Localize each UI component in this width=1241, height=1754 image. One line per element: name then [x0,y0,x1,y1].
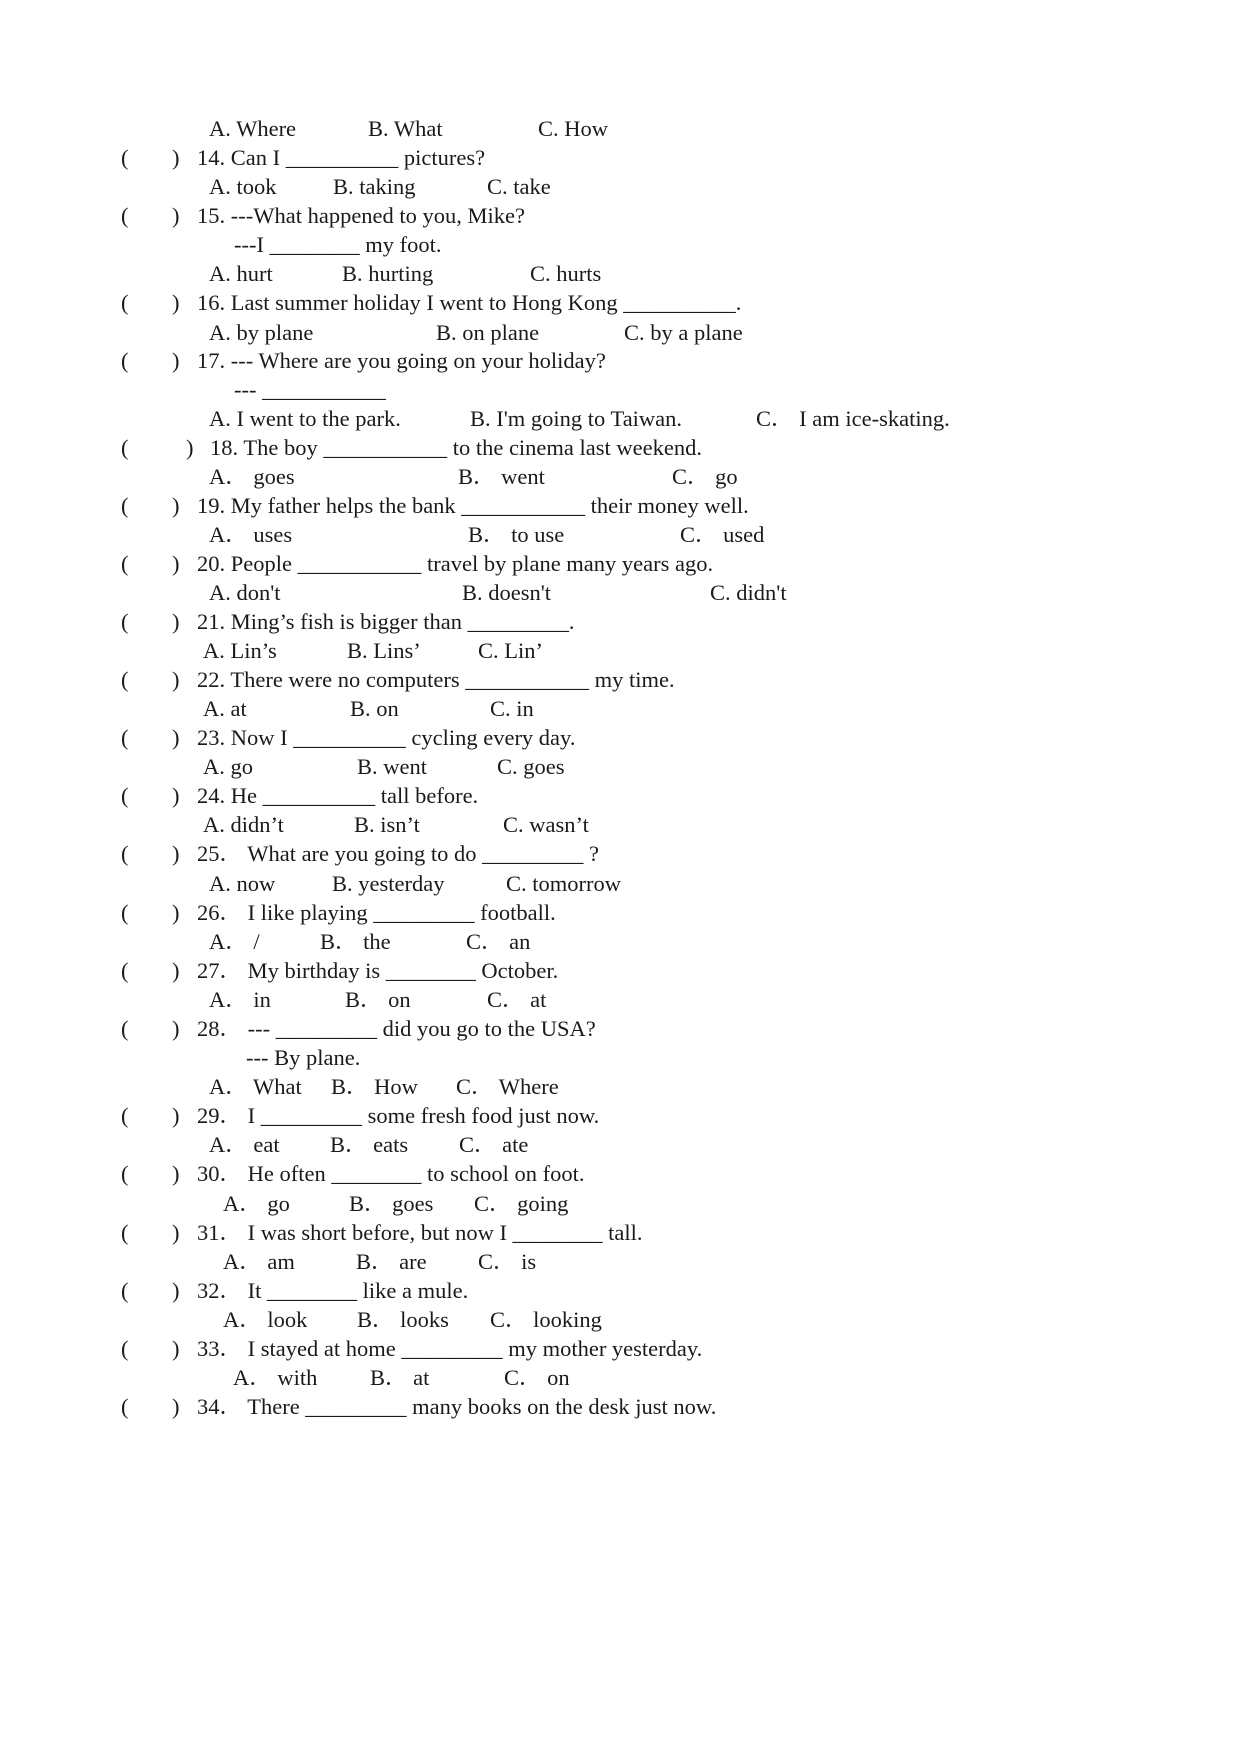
answer-option: C． looking [490,1307,602,1332]
question-text: 31． I was short before, but now I ________ tall. [197,1220,643,1245]
answer-paren-close: ) [172,841,180,866]
answer-paren-open: ( [121,435,129,460]
answer-paren-close: ) [172,551,180,576]
answer-option: A. I went to the park. [209,406,401,431]
answer-option: A． / [209,929,260,954]
answer-option: B． looks [357,1307,449,1332]
answer-paren-close: ) [172,609,180,634]
answer-paren-close: ) [172,145,180,170]
answer-paren-close: ) [172,783,180,808]
answer-paren-open: ( [121,145,129,170]
answer-option: A. by plane [209,320,314,345]
answer-option: A． eat [209,1132,280,1157]
question-text: 15. ---What happened to you, Mike? [197,203,526,228]
answer-paren-open: ( [121,841,129,866]
answer-option: B． the [320,929,391,954]
answer-option: C． I am ice-skating. [756,406,950,431]
question-text: 26． I like playing _________ football. [197,900,556,925]
question-text: 19. My father helps the bank ___________ their money well. [197,493,749,518]
answer-option: C. goes [497,754,565,779]
answer-option: A． What [209,1074,302,1099]
question-continuation: --- By plane. [246,1045,361,1070]
question-text: 24. He __________ tall before. [197,783,479,808]
question-text: 30． He often ________ to school on foot. [197,1161,585,1186]
answer-paren-close: ) [172,900,180,925]
answer-option: B. on [350,696,399,721]
answer-paren-close: ) [172,725,180,750]
answer-option: B. Lins’ [347,638,421,663]
answer-option: C. Lin’ [478,638,543,663]
answer-option: B. isn’t [354,812,420,837]
answer-option: A. at [203,696,247,721]
answer-option: B. doesn't [462,580,552,605]
answer-paren-close: ) [172,493,180,518]
answer-paren-open: ( [121,609,129,634]
answer-paren-close: ) [172,1103,180,1128]
answer-option: B. yesterday [332,871,445,896]
answer-option: A． go [223,1191,290,1216]
answer-option: C． used [680,522,765,547]
question-text: 20. People ___________ travel by plane many years ago. [197,551,714,576]
question-text: 16. Last summer holiday I went to Hong Kong __________. [197,290,742,315]
answer-option: B． went [458,464,545,489]
answer-option: B. What [368,116,443,141]
answer-option: C. didn't [710,580,787,605]
answer-paren-open: ( [121,958,129,983]
answer-paren-close: ) [186,435,194,460]
answer-paren-close: ) [172,1016,180,1041]
question-text: 18. The boy ___________ to the cinema last weekend. [210,435,702,460]
answer-paren-close: ) [172,1161,180,1186]
answer-option: C. How [538,116,609,141]
answer-paren-open: ( [121,290,129,315]
question-text: 25． What are you going to do _________ ? [197,841,600,866]
answer-option: B． eats [330,1132,409,1157]
answer-paren-open: ( [121,1394,129,1419]
question-text: 22. There were no computers ___________ my time. [197,667,675,692]
answer-paren-close: ) [172,958,180,983]
answer-paren-close: ) [172,1220,180,1245]
answer-option: B. hurting [342,261,434,286]
answer-paren-close: ) [172,667,180,692]
answer-option: A． look [223,1307,308,1332]
answer-option: C. hurts [530,261,602,286]
answer-option: C. in [490,696,534,721]
answer-option: B. I'm going to Taiwan. [470,406,683,431]
answer-paren-close: ) [172,1336,180,1361]
question-text: 17. --- Where are you going on your holiday? [197,348,606,373]
question-text: 23. Now I __________ cycling every day. [197,725,576,750]
answer-option: A． goes [209,464,295,489]
answer-option: B. taking [333,174,416,199]
question-text: 21. Ming’s fish is bigger than _________. [197,609,575,634]
answer-option: C. by a plane [624,320,743,345]
question-text: 33． I stayed at home _________ my mother yesterday. [197,1336,703,1361]
answer-option: C． at [487,987,547,1012]
question-text: 28． --- _________ did you go to the USA? [197,1016,596,1041]
answer-paren-open: ( [121,725,129,750]
answer-option: C． going [474,1191,569,1216]
answer-paren-open: ( [121,1220,129,1245]
answer-paren-close: ) [172,203,180,228]
answer-paren-close: ) [172,348,180,373]
question-continuation: --- ___________ [234,377,386,402]
answer-option: A. go [203,754,253,779]
answer-paren-open: ( [121,1161,129,1186]
answer-option: A. hurt [209,261,273,286]
answer-paren-open: ( [121,783,129,808]
answer-paren-open: ( [121,667,129,692]
answer-option: C． an [466,929,531,954]
answer-paren-open: ( [121,348,129,373]
answer-option: A. didn’t [203,812,284,837]
answer-option: C. take [487,174,551,199]
answer-paren-close: ) [172,1278,180,1303]
answer-option: B． to use [468,522,565,547]
answer-option: C. wasn’t [503,812,589,837]
answer-option: A. Where [209,116,297,141]
answer-option: C． go [672,464,738,489]
answer-option: B． How [331,1074,418,1099]
answer-paren-open: ( [121,1016,129,1041]
answer-paren-close: ) [172,290,180,315]
answer-option: B． at [370,1365,430,1390]
question-text: 34． There _________ many books on the desk just now. [197,1394,717,1419]
answer-option: C． is [478,1249,537,1274]
answer-paren-open: ( [121,900,129,925]
answer-option: B. went [357,754,427,779]
answer-paren-open: ( [121,493,129,518]
answer-option: A． in [209,987,271,1012]
answer-option: C． on [504,1365,570,1390]
question-continuation: ---I ________ my foot. [234,232,442,257]
question-text: 29． I _________ some fresh food just now. [197,1103,600,1128]
answer-option: A. Lin’s [203,638,277,663]
answer-option: C． ate [459,1132,529,1157]
question-text: 32． It ________ like a mule. [197,1278,469,1303]
answer-option: A. don't [209,580,281,605]
answer-paren-open: ( [121,1103,129,1128]
answer-paren-open: ( [121,551,129,576]
answer-option: B. on plane [436,320,540,345]
answer-option: A． uses [209,522,293,547]
answer-option: A. took [209,174,277,199]
answer-option: A． with [233,1365,318,1390]
answer-option: B． are [356,1249,427,1274]
answer-option: A． am [223,1249,295,1274]
answer-option: B． on [345,987,411,1012]
answer-paren-open: ( [121,1336,129,1361]
answer-paren-close: ) [172,1394,180,1419]
answer-option: A. now [209,871,276,896]
answer-option: C． Where [456,1074,559,1099]
answer-option: C. tomorrow [506,871,621,896]
question-text: 27． My birthday is ________ October. [197,958,559,983]
answer-option: B． goes [349,1191,434,1216]
question-text: 14. Can I __________ pictures? [197,145,486,170]
answer-paren-open: ( [121,1278,129,1303]
answer-paren-open: ( [121,203,129,228]
